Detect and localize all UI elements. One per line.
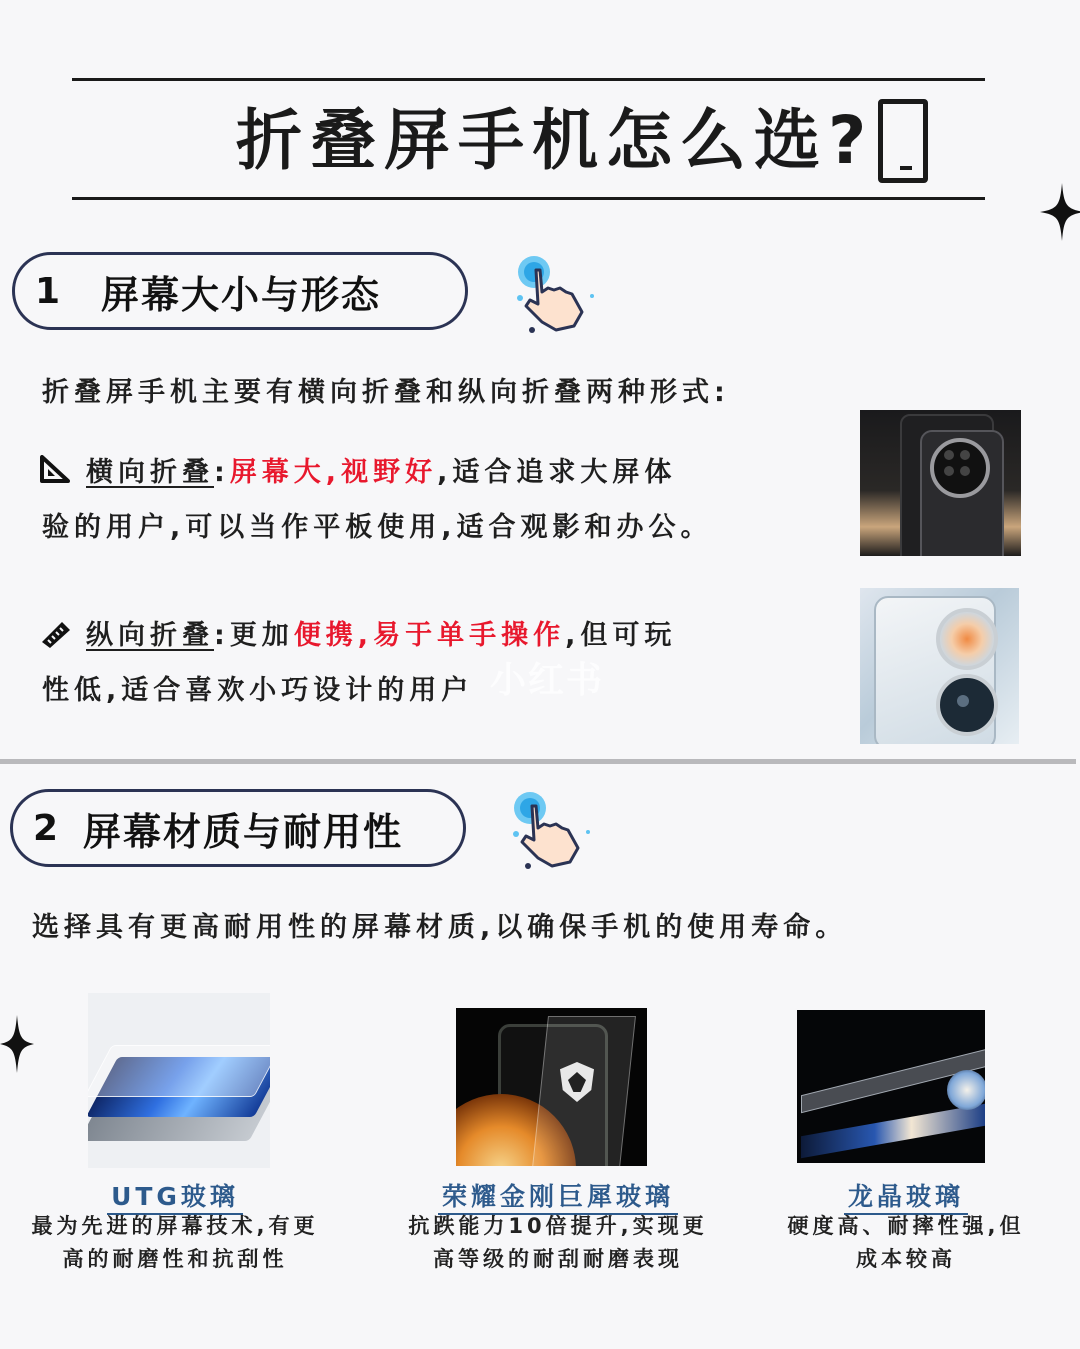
material-title: 荣耀金刚巨犀玻璃: [380, 1177, 736, 1213]
sparkle-icon: [1040, 183, 1080, 241]
material-desc-line: 高的耐磨性和抗刮性: [62, 1247, 288, 1271]
section1-heading: 屏幕大小与形态: [101, 272, 382, 317]
tap-hand-icon: [512, 252, 598, 334]
horizontal-fold-highlight: 屏幕大,视野好: [229, 457, 438, 488]
horizontal-fold-rest: ,适合追求大屏体: [437, 457, 677, 488]
material-desc-line: 抗跌能力10倍提升,实现更: [408, 1214, 708, 1238]
phone-icon: [878, 99, 928, 183]
section1-intro: 折叠屏手机主要有横向折叠和纵向折叠两种形式:: [42, 377, 730, 408]
horizontal-fold-line2: 验的用户,可以当作平板使用,适合观影和办公。: [42, 512, 713, 543]
set-square-icon: [40, 455, 70, 483]
watermark: 小红书: [490, 660, 605, 701]
material-desc: [756, 1210, 1056, 1276]
section2-intro: 选择具有更高耐用性的屏幕材质,以确保手机的使用寿命。: [32, 912, 848, 943]
vertical-fold-phone-image: [860, 588, 1019, 744]
horizontal-fold-colon: :: [214, 457, 230, 488]
vertical-fold-label: 纵向折叠: [86, 620, 214, 651]
vertical-fold-rest: ,但可玩: [565, 620, 677, 651]
header-bottom-rule: [72, 197, 985, 200]
section1-number: 1: [35, 270, 61, 312]
material-desc-line: 最为先进的屏幕技术,有更: [31, 1214, 319, 1238]
page-title: 折叠屏手机怎么选?: [236, 102, 875, 179]
horizontal-fold-phone-image: [860, 410, 1021, 556]
material-desc-line: 成本较高: [856, 1247, 956, 1271]
section-divider: [0, 759, 1076, 764]
dragon-crystal-glass-image: [797, 1010, 985, 1163]
vertical-fold-line1: [86, 613, 676, 652]
sparkle-icon: [0, 1015, 34, 1073]
vertical-fold-highlight: 便携,易于单手操作: [293, 620, 566, 651]
section2-number: 2: [33, 807, 59, 849]
material-desc: [0, 1210, 350, 1276]
section1-heading-pill: [12, 252, 468, 330]
honor-rhino-glass-image: [456, 1008, 647, 1166]
material-title: 龙晶玻璃: [756, 1177, 1056, 1213]
horizontal-fold-label: 横向折叠: [86, 457, 214, 488]
ruler-icon: [40, 618, 72, 648]
vertical-fold-line2: 性低,适合喜欢小巧设计的用户: [42, 675, 474, 706]
section2-heading-pill: [10, 789, 466, 867]
header-top-rule: [72, 78, 985, 81]
utg-glass-image: [88, 993, 270, 1168]
material-desc-line: 高等级的耐刮耐磨表现: [433, 1247, 683, 1271]
vertical-fold-colon: :: [214, 620, 230, 651]
section2-heading: 屏幕材质与耐用性: [83, 809, 404, 854]
vertical-fold-pre: 更加: [229, 620, 294, 651]
horizontal-fold-line1: [86, 450, 676, 489]
material-desc: [380, 1210, 736, 1276]
material-desc-line: 硬度高、耐摔性强,但: [787, 1214, 1025, 1238]
tap-hand-icon: [508, 788, 594, 870]
material-title: UTG玻璃: [0, 1177, 350, 1213]
